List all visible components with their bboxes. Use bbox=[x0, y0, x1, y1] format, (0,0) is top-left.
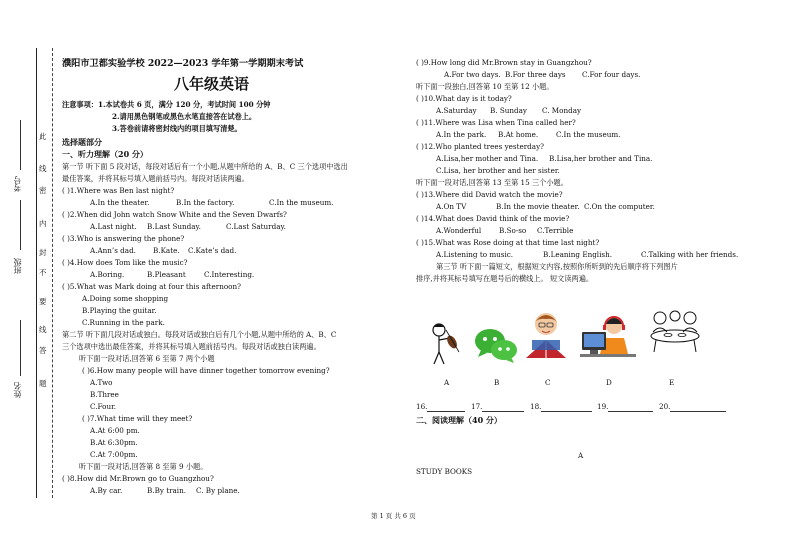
part3-intro: 排序,并将其标号填写在题号后的横线上。 短文读两遍。 bbox=[416, 274, 594, 283]
reading-passage-a-label: A bbox=[578, 451, 584, 460]
picture-c-boy-reading bbox=[518, 310, 572, 362]
question-1: ( )1.Where was Ben last night? bbox=[62, 186, 175, 195]
picture-label-d: D bbox=[606, 378, 612, 387]
option: B.Leaning English. bbox=[543, 250, 612, 259]
option: B.At 6:30pm. bbox=[90, 438, 138, 447]
option: B.In the movie theater. bbox=[496, 202, 580, 211]
part3-intro: 第三节 听下面一篇短文，根据短文内容,按照你所听到的先后顺序将下列图片 bbox=[436, 262, 678, 271]
answer-blank-20[interactable] bbox=[670, 411, 726, 412]
seal-char: 不 bbox=[39, 268, 47, 277]
option: B.Playing the guitar. bbox=[82, 306, 157, 315]
option: A.Last night. bbox=[90, 222, 137, 231]
exam-number-line bbox=[20, 120, 21, 170]
blank-label: 16. bbox=[416, 402, 428, 411]
question-4: ( )4.How does Tom like the music? bbox=[62, 258, 188, 267]
question-9: ( )9.How long did Mr.Brown stay in Guangzhou? bbox=[416, 58, 592, 67]
option: B.For three days bbox=[505, 70, 566, 79]
option: B.Three bbox=[90, 390, 119, 399]
picture-a-violinist bbox=[426, 322, 462, 366]
seal-char: 内 bbox=[39, 219, 47, 228]
seal-char: 题 bbox=[39, 379, 47, 388]
option: B.Lisa,her brother and Tina. bbox=[549, 154, 653, 163]
option: A.Doing some shopping bbox=[82, 294, 169, 303]
seal-char: 要 bbox=[39, 297, 47, 306]
blank-label: 19. bbox=[597, 402, 609, 411]
notes-line-3: 3.答卷前请将密封线内的项目填写清楚。 bbox=[112, 124, 242, 133]
option: B.Kate. bbox=[153, 246, 180, 255]
option: C.In the museum. bbox=[269, 198, 334, 207]
name-line bbox=[20, 320, 21, 376]
intro-10: 听下面一段独白,回答第 10 至第 12 小题。 bbox=[416, 82, 554, 91]
option: A.In the theater. bbox=[90, 198, 150, 207]
question-5: ( )5.What was Mark doing at four this afternoon? bbox=[62, 282, 241, 291]
question-12: ( )12.Who planted trees yesterday? bbox=[416, 142, 544, 151]
picture-label-b: B bbox=[494, 378, 500, 387]
intro-13: 听下面一段对话,回答第 13 至第 15 三个小题。 bbox=[416, 178, 568, 187]
class-line bbox=[20, 200, 21, 250]
seal-char: 密 bbox=[39, 186, 47, 195]
answer-blank-16[interactable] bbox=[427, 411, 465, 412]
question-8: ( )8.How did Mr.Brown go to Guangzhou? bbox=[62, 474, 214, 483]
picture-b-chat-bubbles bbox=[473, 325, 519, 365]
answer-blank-17[interactable] bbox=[482, 411, 524, 412]
option: A.By car. bbox=[90, 486, 123, 495]
option: B.Last Sunday. bbox=[147, 222, 201, 231]
option: C. By plane. bbox=[196, 486, 240, 495]
option: A.Two bbox=[90, 378, 113, 387]
option: A.Listening to music. bbox=[436, 250, 514, 259]
dialog8-intro: 听下面一段对话,回答第 8 至第 9 小题。 bbox=[79, 462, 208, 471]
picture-d-computer-user bbox=[580, 314, 636, 362]
option: C.Four. bbox=[90, 402, 117, 411]
option: C.Kate’s dad. bbox=[188, 246, 237, 255]
part1-intro: 最佳答案，并将其标号填入题前括号内。每段对话读两遍。 bbox=[62, 174, 249, 183]
part2-intro: 三个选项中选出最佳答案，并将其标号填入题前括号内。每段对话或独白读两遍。 bbox=[62, 342, 321, 351]
picture-e-people-dining bbox=[646, 308, 704, 352]
notes-line-2: 2.请用黑色钢笔或黑色水笔直接答在试卷上。 bbox=[112, 112, 257, 121]
option: C.Terrible bbox=[537, 226, 574, 235]
option: C.Talking with her friends. bbox=[641, 250, 739, 259]
question-7: ( )7.What time will they meet? bbox=[82, 414, 193, 423]
notes-line-1: 注意事项：1.本试卷共 6 页，满分 120 分，考试时间 100 分钟 bbox=[62, 100, 271, 109]
option: A.In the park. bbox=[436, 130, 487, 139]
question-3: ( )3.Who is answering the phone? bbox=[62, 234, 185, 243]
blank-label: 17. bbox=[471, 402, 483, 411]
exam-subject: 八年级英语 bbox=[174, 75, 250, 93]
option: C.Interesting. bbox=[204, 270, 255, 279]
option: A.Ann’s dad. bbox=[90, 246, 136, 255]
option: C.At 7:00pm. bbox=[90, 450, 138, 459]
blank-label: 18. bbox=[530, 402, 542, 411]
question-6: ( )6.How many people will have dinner together tomorrow evening? bbox=[82, 366, 330, 375]
option: C.Last Saturday. bbox=[226, 222, 286, 231]
option: B.So-so bbox=[499, 226, 527, 235]
section-select-heading: 选择题部分 bbox=[62, 137, 102, 147]
name-label: 姓名 bbox=[13, 382, 22, 398]
answer-blank-18[interactable] bbox=[541, 411, 592, 412]
question-14: ( )14.What does David think of the movie? bbox=[416, 214, 570, 223]
option: A.Boring. bbox=[90, 270, 125, 279]
seal-char: 此 bbox=[39, 132, 47, 141]
exam-title: 濮阳市卫都实验学校 2022—2023 学年第一学期期末考试 bbox=[62, 58, 304, 69]
seal-char: 线 bbox=[39, 325, 47, 334]
class-label: 班级 bbox=[13, 258, 22, 274]
question-15: ( )15.What was Rose doing at that time last night? bbox=[416, 238, 600, 247]
section-reading-heading: 二、阅读理解（40 分） bbox=[416, 415, 502, 425]
option: B.Pleasant bbox=[147, 270, 186, 279]
section-listening-heading: 一、听力理解（20 分） bbox=[62, 149, 148, 159]
option: A.At 6:00 pm. bbox=[90, 426, 140, 435]
picture-label-e: E bbox=[669, 378, 675, 387]
part2-intro: 第二节 听下面几段对话或独白。每段对话或独白后有几个小题,从题中所给的 A、B、C bbox=[62, 330, 337, 339]
option: A.Lisa,her mother and Tina. bbox=[436, 154, 539, 163]
seal-char: 封 bbox=[39, 248, 47, 257]
option: A.For two days. bbox=[444, 70, 501, 79]
blank-label: 20. bbox=[659, 402, 671, 411]
binding-outer-line bbox=[36, 48, 37, 498]
option: B. Sunday bbox=[490, 106, 527, 115]
seal-char: 线 bbox=[39, 164, 47, 173]
picture-label-c: C bbox=[545, 378, 551, 387]
option: B.In the factory. bbox=[176, 198, 235, 207]
option: A.Saturday bbox=[436, 106, 477, 115]
option: A.Wonderful bbox=[436, 226, 482, 235]
option: C.For four days. bbox=[582, 70, 641, 79]
option: C. Monday bbox=[542, 106, 582, 115]
option: A.On TV bbox=[436, 202, 467, 211]
study-books-heading: STUDY BOOKS bbox=[416, 467, 473, 476]
dialog6-intro: 听下面一段对话,回答第 6 至第 7 两个小题 bbox=[79, 354, 215, 363]
question-13: ( )13.Where did David watch the movie? bbox=[416, 190, 563, 199]
option: B.At home. bbox=[498, 130, 539, 139]
option: B.By train. bbox=[147, 486, 187, 495]
option: C.Lisa, her brother and her sister. bbox=[436, 166, 560, 175]
picture-label-a: A bbox=[444, 378, 450, 387]
question-10: ( )10.What day is it today? bbox=[416, 94, 512, 103]
page-footer: 第 1 页 共 6 页 bbox=[371, 512, 416, 520]
question-2: ( )2.When did John watch Snow White and the Seven Dwarfs? bbox=[62, 210, 287, 219]
exam-number-label: 考号 bbox=[13, 176, 22, 192]
question-11: ( )11.Where was Lisa when Tina called her? bbox=[416, 118, 576, 127]
answer-blank-19[interactable] bbox=[608, 411, 653, 412]
part1-intro: 第一节 听下面 5 段对话，每段对话后有一个小题,从题中所给的 A、B、C 三个选项中选出 bbox=[62, 162, 348, 171]
option: C.In the museum. bbox=[556, 130, 621, 139]
option: C.Running in the park. bbox=[82, 318, 165, 327]
seal-char: 答 bbox=[39, 346, 47, 355]
binding-cut-line bbox=[52, 48, 53, 498]
option: C.On the computer. bbox=[584, 202, 655, 211]
